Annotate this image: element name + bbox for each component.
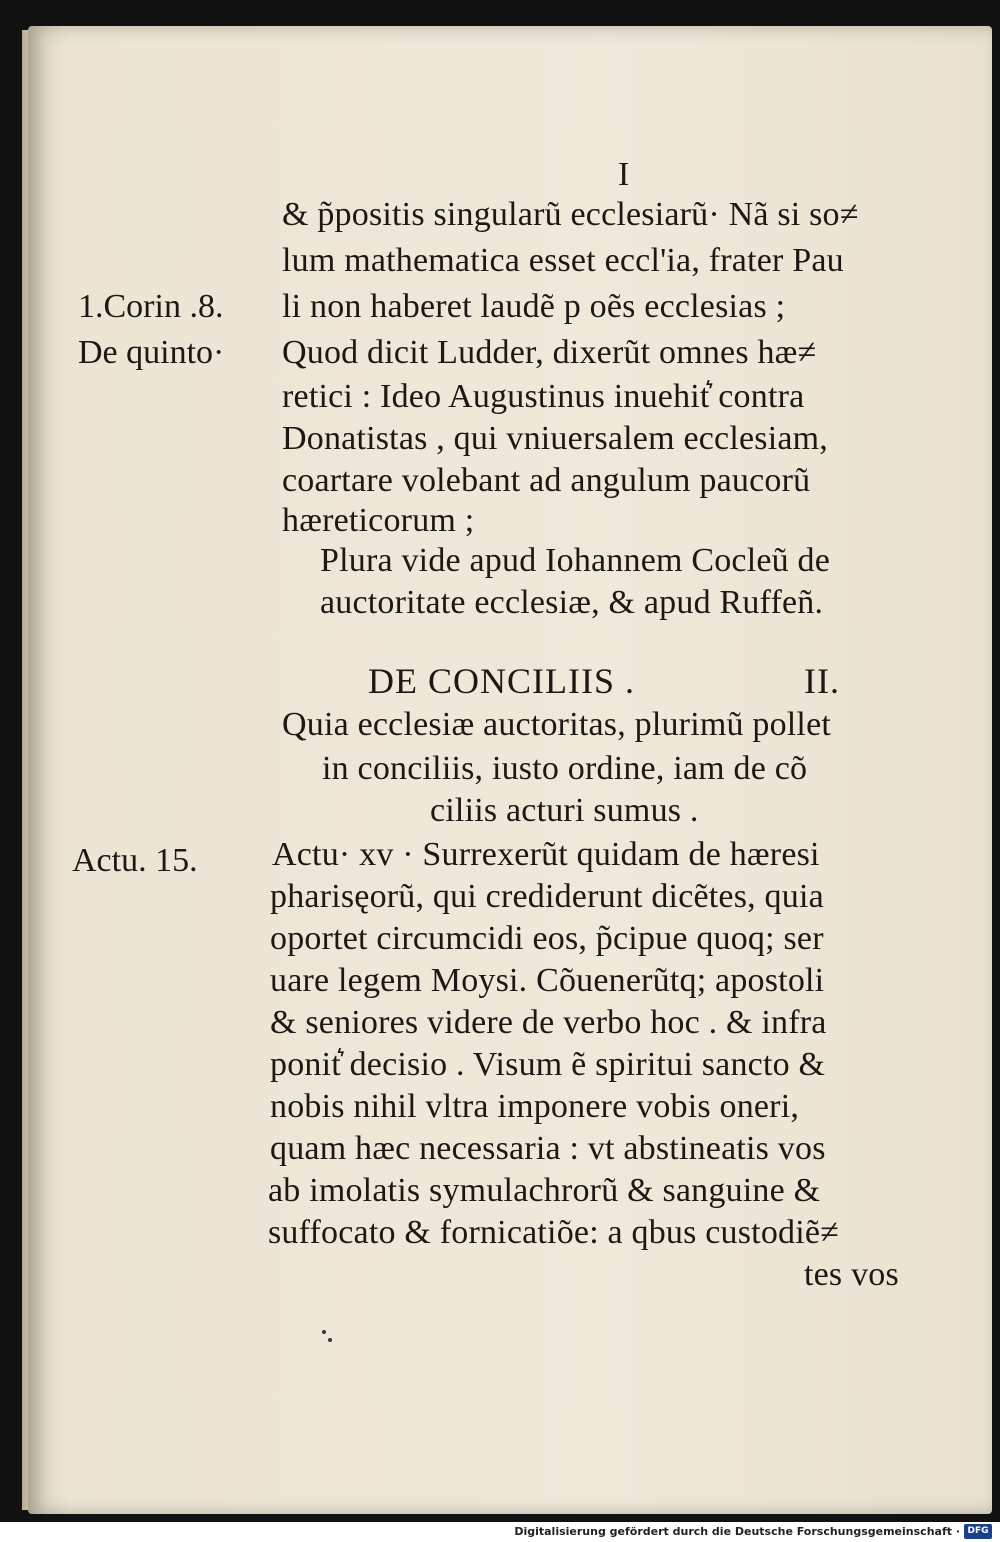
ink-speck <box>322 1330 326 1334</box>
folio-number: I <box>618 156 630 193</box>
margin-note-corinthians: 1.Corin .8. <box>78 288 224 325</box>
margin-note-acts: Actu. 15. <box>72 842 198 879</box>
acts-line: suffocato & fornicatiõe: a qbus custodiẽ≠ <box>268 1214 840 1251</box>
body-line: retici : Ideo Augustinus inuehit͛ contra <box>282 378 805 415</box>
section-line: ciliis acturi sumus . <box>430 792 699 829</box>
body-line: li non haberet laudẽ p oẽs ecclesias ; <box>282 288 786 325</box>
body-line: lum mathematica esset eccl'ia, frater Pau <box>282 242 844 279</box>
body-line: auctoritate ecclesiæ, & apud Ruffeñ. <box>320 584 824 621</box>
section-line: in conciliis, iusto ordine, iam de cõ <box>322 750 808 787</box>
margin-note-de-quinto: De quinto· <box>78 334 225 371</box>
body-line: & p̃positis singularũ ecclesiarũ· Nã si so≠ <box>282 196 859 233</box>
body-line: Donatistas , qui vniuersalem ecclesiam, <box>282 420 828 457</box>
acts-line: ab imolatis symulachrorũ & sanguine & <box>268 1172 821 1209</box>
acts-line: & seniores videre de verbo hoc . & infra <box>270 1004 827 1041</box>
section-number: II. <box>804 661 840 701</box>
dfg-logo-icon: DFG <box>964 1524 992 1539</box>
acts-line: pharisęorũ, qui crediderunt dicẽtes, quia <box>270 878 824 915</box>
acts-line: quam hæc necessaria : vt abstineatis vos <box>270 1130 826 1167</box>
body-line: hæreticorum ; <box>282 502 475 539</box>
catchword: tes vos <box>804 1256 899 1293</box>
section-heading: DE CONCILIIS . <box>368 661 635 701</box>
body-line: coartare volebant ad angulum paucorũ <box>282 462 811 499</box>
funding-credit: Digitalisierung gefördert durch die Deutsche Forschungsgemeinschaft · <box>514 1525 960 1538</box>
body-line: Plura vide apud Iohannem Cocleũ de <box>320 542 831 579</box>
section-line: Quia ecclesiæ auctoritas, plurimũ pollet <box>282 706 832 743</box>
digitization-footer <box>0 1522 1000 1542</box>
acts-line: ponit͛ decisio . Visum ẽ spiritui sancto & <box>270 1046 826 1083</box>
acts-line: Actu· xv · Surrexerũt quidam de hæresi <box>272 836 820 873</box>
acts-line: oportet circumcidi eos, p̃cipue quoq; ser <box>270 920 824 957</box>
ink-speck <box>328 1338 332 1342</box>
acts-line: nobis nihil vltra imponere vobis oneri, <box>270 1088 800 1125</box>
body-line: Quod dicit Ludder, dixerũt omnes hæ≠ <box>282 334 817 371</box>
acts-line: uare legem Moysi. Cõuenerũtq; apostoli <box>270 962 825 999</box>
